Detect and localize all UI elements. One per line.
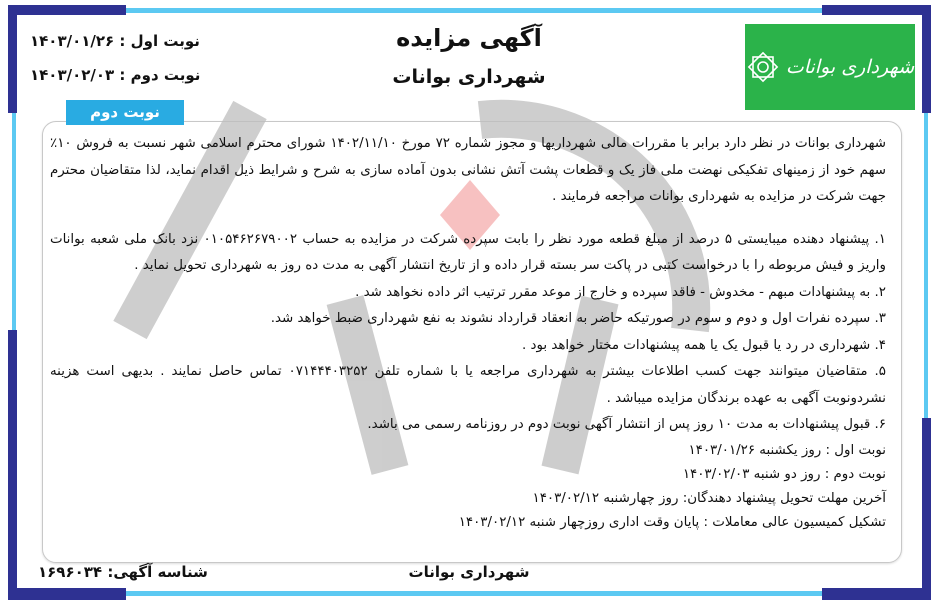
second-round-date: نوبت دوم : ۱۴۰۳/۰۲/۰۳ xyxy=(30,66,201,84)
ad-body xyxy=(50,131,886,535)
date-line: نوبت اول : روز یکشنبه ۱۴۰۳/۰۱/۲۶ xyxy=(688,442,886,458)
condition-item: ۲. به پیشنهادات مبهم - مخدوش - فاقد سپرده و خارج از موعد مقرر ترتیب اثر داده نخواهد شد . xyxy=(355,284,886,300)
intro-paragraph: شهرداری بوانات در نظر دارد برابر با مقررات مالی شهرداریها و مجوز شماره ۷۲ مورخ ۱۴۰۲/۱۱/۱۰ شورای محترم اسلامی شهر نسبت به فروش ۱۰٪ سهم خود از زمینهای تفکیکی نهضت ملی فاز یک و قطعات پشت آتش نشانی بدون آماده سازی به شرح و شرایط ذیل اقدام نماید، لذا متقاضیان محترم جهت شرکت در مزایده به شهرداری بوانات مراجعه فرمایند . xyxy=(50,136,886,204)
logo-text: شهرداری بوانات xyxy=(785,56,915,78)
condition-item: ۳. سپرده نفرات اول و دوم و سوم در صورتیکه حاضر به انعقاد قرارداد نشوند به نفع شهرداری ضبط خواهد شد. xyxy=(270,311,886,326)
first-round-date: نوبت اول : ۱۴۰۳/۰۱/۲۶ xyxy=(30,32,200,50)
condition-item: ۱. پیشنهاد دهنده میبایستی ۵ درصد از مبلغ قطعه مورد نظر را بابت سپرده شرکت در مزایده به حساب ۰۱۰۵۴۶۲۶۷۹۰۰۲ نزد بانک ملی شعبه بوانات واریز و فیش مربوطه را با درخواست کتبی در پاکت سر بسته قرار داده و از تاریخ انتشار آگهی به مدت ده روز به شهرداری تحویل نماید . xyxy=(50,231,886,273)
second-round-tab: نوبت دوم xyxy=(66,100,184,125)
footer-municipality: شهرداری بوانات xyxy=(408,563,530,581)
condition-item: ۴. شهرداری در رد یا قبول یک یا همه پیشنهادات مختار خواهد بود . xyxy=(521,337,886,353)
page-title: آگهی مزایده xyxy=(396,24,542,52)
ad-id: شناسه آگهی: ۱۶۹۶۰۳۴ xyxy=(38,563,208,581)
condition-item: ۶. قبول پیشنهادات به مدت ۱۰ روز پس از انتشار آگهی نوبت دوم در روزنامه رسمی می باشد. xyxy=(367,417,886,432)
date-line: نوبت دوم : روز دو شنبه ۱۴۰۳/۰۲/۰۳ xyxy=(682,466,886,482)
condition-item: ۵. متقاضیان میتوانند جهت کسب اطلاعات بیشتر به شهرداری مراجعه یا با شماره تلفن ۰۷۱۴۴۴۰۳۲۵۲ تماس حاصل نمایند . بدیهی است هزینه نشردونوبت آگهی به عهده برندگان مزایده میباشد . xyxy=(50,364,886,406)
date-line: آخرین مهلت تحویل پیشنهاد دهندگان: روز چهارشنبه ۱۴۰۳/۰۲/۱۲ xyxy=(532,490,886,506)
date-line: تشکیل کمیسیون عالی معاملات : پایان وقت اداری روزچهار شنبه ۱۴۰۳/۰۲/۱۲ xyxy=(458,514,886,530)
page-subtitle: شهرداری بوانات xyxy=(392,66,546,88)
